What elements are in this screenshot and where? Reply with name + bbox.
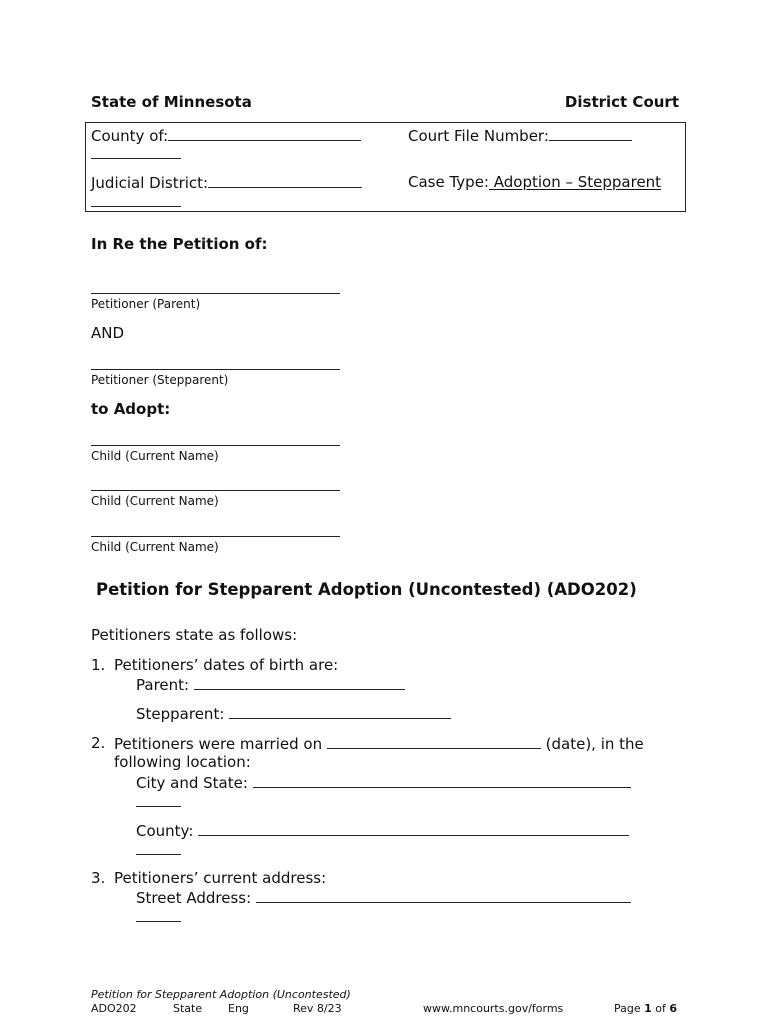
in-re-heading: In Re the Petition of: <box>91 235 268 253</box>
county-field[interactable] <box>91 126 361 145</box>
item-2-text: Petitioners were married on <box>114 735 323 753</box>
item-2-number: 2. <box>91 734 106 752</box>
footer-revision: Rev 8/23 <box>293 1002 342 1015</box>
marriage-county-blank-continued <box>136 854 181 855</box>
district-blank-continued <box>91 206 181 207</box>
petitioner-parent-line[interactable] <box>91 293 340 294</box>
county-blank[interactable] <box>168 126 361 141</box>
item-3-text: Petitioners’ current address: <box>114 869 327 887</box>
item-2-date-suffix: (date), in the <box>545 735 644 753</box>
file-number-blank[interactable] <box>549 126 632 141</box>
footer-jurisdiction: State <box>173 1002 203 1015</box>
marriage-city-blank-continued <box>136 806 181 807</box>
petitioner-parent-caption: Petitioner (Parent) <box>91 297 201 311</box>
footer-form-title: Petition for Stepparent Adoption (Uncontested) <box>91 988 351 1001</box>
petitioner-stepparent-caption: Petitioner (Stepparent) <box>91 373 229 387</box>
state-heading: State of Minnesota <box>91 93 252 111</box>
district-blank[interactable] <box>208 173 362 188</box>
footer-page-of: of <box>655 1002 666 1015</box>
street-address-field[interactable] <box>136 888 631 907</box>
marriage-date-field[interactable] <box>114 734 644 753</box>
marriage-city-field[interactable] <box>136 773 631 792</box>
county-label: County of: <box>91 127 169 145</box>
district-field[interactable] <box>91 173 362 192</box>
street-address-blank[interactable] <box>256 888 631 903</box>
child-1-caption: Child (Current Name) <box>91 449 219 463</box>
street-address-label: Street Address: <box>136 889 252 907</box>
marriage-county-blank[interactable] <box>198 821 629 836</box>
parent-dob-blank[interactable] <box>194 675 405 690</box>
stepparent-dob-blank[interactable] <box>229 704 451 719</box>
intro-text: Petitioners state as follows: <box>91 626 298 644</box>
parent-dob-field[interactable] <box>136 675 405 694</box>
child-3-line[interactable] <box>91 536 340 537</box>
child-2-line[interactable] <box>91 490 340 491</box>
marriage-city-label: City and State: <box>136 774 248 792</box>
footer-form-code: ADO202 <box>91 1002 137 1015</box>
stepparent-dob-field[interactable] <box>136 704 451 723</box>
parent-dob-label: Parent: <box>136 676 190 694</box>
petition-title: Petition for Stepparent Adoption (Uncontested) (ADO202) <box>96 580 637 599</box>
and-label: AND <box>91 324 125 342</box>
court-heading: District Court <box>564 93 679 111</box>
marriage-date-blank[interactable] <box>327 734 541 749</box>
case-type-label: Case Type: <box>408 173 489 191</box>
child-3-caption: Child (Current Name) <box>91 540 219 554</box>
county-blank-continued <box>91 158 181 159</box>
footer-website-link[interactable]: www.mncourts.gov/forms <box>423 1002 564 1015</box>
to-adopt-heading: to Adopt: <box>91 400 171 418</box>
street-address-blank-continued <box>136 921 181 922</box>
footer-page-number <box>614 1002 677 1015</box>
marriage-county-field[interactable] <box>136 821 629 840</box>
district-label: Judicial District: <box>91 174 209 192</box>
case-type-value: Adoption – Stepparent <box>488 173 662 191</box>
stepparent-dob-label: Stepparent: <box>136 705 225 723</box>
footer-page-current: 1 <box>644 1002 652 1015</box>
petitioner-stepparent-line[interactable] <box>91 369 340 370</box>
item-2-text-continued: following location: <box>114 753 251 771</box>
footer-page-total: 6 <box>669 1002 678 1015</box>
footer-page-label: Page <box>614 1002 641 1015</box>
item-1-text: Petitioners’ dates of birth are: <box>114 656 339 674</box>
child-1-line[interactable] <box>91 445 340 446</box>
marriage-county-label: County: <box>136 822 194 840</box>
child-2-caption: Child (Current Name) <box>91 494 219 508</box>
footer-language: Eng <box>228 1002 249 1015</box>
item-3-number: 3. <box>91 869 106 887</box>
case-type-field <box>408 173 661 191</box>
file-number-field[interactable] <box>408 126 632 145</box>
item-1-number: 1. <box>91 656 106 674</box>
file-number-label: Court File Number: <box>408 127 549 145</box>
marriage-city-blank[interactable] <box>253 773 631 788</box>
